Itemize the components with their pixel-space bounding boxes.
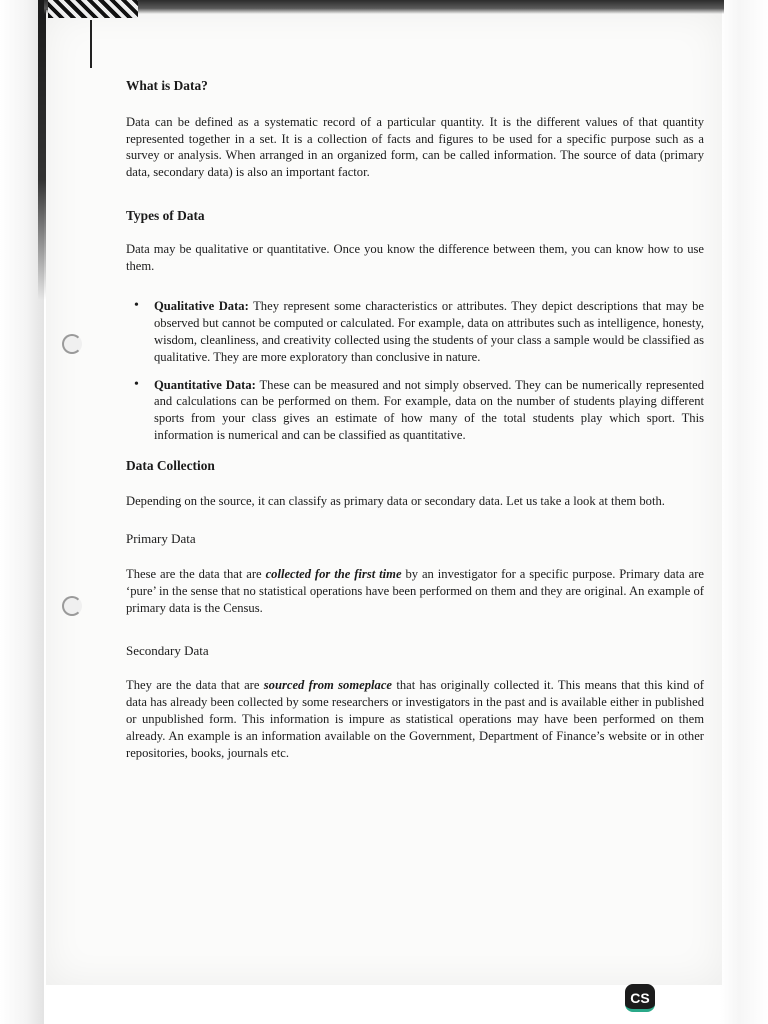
primary-text-before: These are the data that are — [126, 567, 266, 582]
primary-text-after: by an investigator for a specific purpose. Primary data are ‘pure’ in the sense that no statistical operations have been performed on them and they are original. An example of primary data is the Census. — [126, 567, 705, 615]
secondary-text-after: that has originally collected it. This means that this kind of data has already been collected by some researchers or investigators in the past and is available either in published or unpublished form. This information is impure as statistical operations may have been performed on them already. An example is an information available on the Government, Department of Finance’s website or in other repositories, books, journals etc. — [126, 678, 704, 760]
scan-top-edge — [44, 0, 724, 14]
bleed-through-shadow — [120, 905, 680, 965]
secondary-text-before: They are the data that are — [126, 678, 264, 693]
scan-right-edge — [720, 0, 768, 1024]
quantitative-text: These can be measured and not simply observed. They can be numerically represented and calculations can be performed on them. For example, data on the number of students playing different sports from your class gives an estimate of how many of the total students play which sport. This information is numerical and can be classified as quantitative. — [154, 377, 705, 442]
punch-hole-icon — [62, 596, 82, 616]
primary-emphasis: collected for the first time — [265, 567, 402, 582]
camscanner-logo: CS — [625, 984, 655, 1012]
data-collection-paragraph: Depending on the source, it can classify as primary data or secondary data. Let us take a look at them both. — [126, 493, 665, 508]
section-heading-what-is-data: What is Data? — [126, 78, 208, 93]
section-heading-types-of-data: Types of Data — [126, 207, 205, 223]
what-is-data-paragraph: Data can be defined as a systematic record of a particular quantity. It is the different values of that quantity represented together in a set. It is a collection of facts and figures to be used for a specific purpose such as a survey or analysis. When arranged in an organized form, can be called information. The source of data (primary data, secondary data) is also an important factor. — [126, 114, 704, 180]
secondary-emphasis: sourced from someplace — [263, 678, 393, 693]
document-content — [126, 72, 704, 761]
section-heading-secondary-data: Secondary Data — [126, 642, 209, 658]
secondary-data-paragraph — [126, 677, 704, 761]
section-heading-data-collection: Data Collection — [126, 457, 215, 473]
section-heading-primary-data: Primary Data — [126, 531, 196, 547]
quantitative-term: Quantitative Data: — [154, 377, 256, 392]
types-intro-paragraph: Data may be qualitative or quantitative. Once you know the difference between them, you can know how to use them. — [126, 241, 704, 273]
types-list — [126, 298, 704, 443]
list-item-quantitative — [154, 377, 704, 444]
scan-top-pattern — [48, 0, 138, 18]
punch-hole-icon — [62, 334, 82, 354]
qualitative-term: Qualitative Data: — [154, 299, 249, 314]
margin-mark — [90, 20, 92, 68]
list-item-qualitative — [154, 298, 704, 365]
qualitative-text: They represent some characteristics or attributes. They depict descriptions that may be observed but cannot be computed or calculated. For example, data on attributes such as intelligence, honesty, wisdom, cleanliness, and creativity collected using the students of your class a sample would be classified as qualitative. They are more exploratory than conclusive in nature. — [154, 299, 705, 364]
primary-data-paragraph — [126, 566, 704, 616]
